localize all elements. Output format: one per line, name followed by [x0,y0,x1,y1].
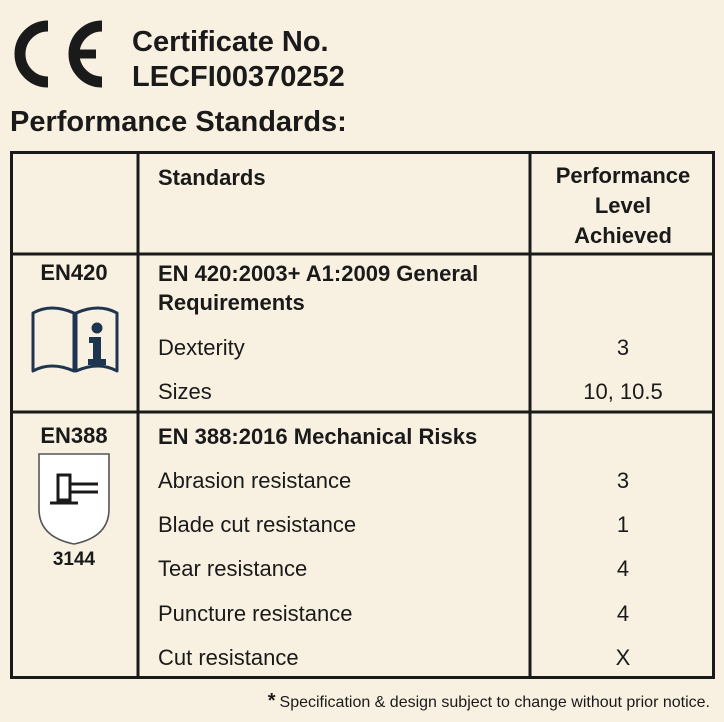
row-value-blade-cut: 1 [616,512,630,537]
en388-pictogram-code: 3144 [52,549,96,570]
footnote-text: Specification & design subject to change without prior notice. [279,694,710,711]
certificate-number: LECFI00370252 [132,61,345,93]
standard-code-en420: EN420 [40,260,108,285]
row-label-tear: Tear resistance [158,556,308,581]
header-performance-level: Performance Level Achieved [555,163,691,248]
certificate-label: Certificate No. [132,26,329,58]
row-value-puncture: 4 [616,601,630,626]
row-label-puncture: Puncture resistance [158,601,353,626]
row-label-cut: Cut resistance [158,645,299,670]
row-value-cut: X [615,645,631,670]
performance-table [10,151,715,679]
en388-section-title: EN 388:2016 Mechanical Risks [158,424,478,449]
row-label-dexterity: Dexterity [158,335,245,360]
disclaimer-footnote [268,690,710,713]
row-value-tear: 4 [616,556,630,581]
ce-mark-icon [6,18,106,90]
standard-code-en388: EN388 [40,423,108,448]
row-label-blade-cut: Blade cut resistance [158,512,357,537]
row-value-sizes: 10, 10.5 [583,379,663,404]
en420-section-title: EN 420:2003+ A1:2009 General Requirements [158,261,479,315]
row-value-dexterity: 3 [616,335,630,360]
mechanical-risk-shield-icon [36,451,112,547]
header-standards: Standards [158,165,266,190]
performance-standards-title: Performance Standards: [10,106,347,138]
footnote-asterisk: * [267,690,276,712]
row-label-abrasion: Abrasion resistance [158,468,352,493]
info-manual-icon [29,301,121,373]
row-value-abrasion: 3 [616,468,630,493]
row-label-sizes: Sizes [158,379,212,404]
